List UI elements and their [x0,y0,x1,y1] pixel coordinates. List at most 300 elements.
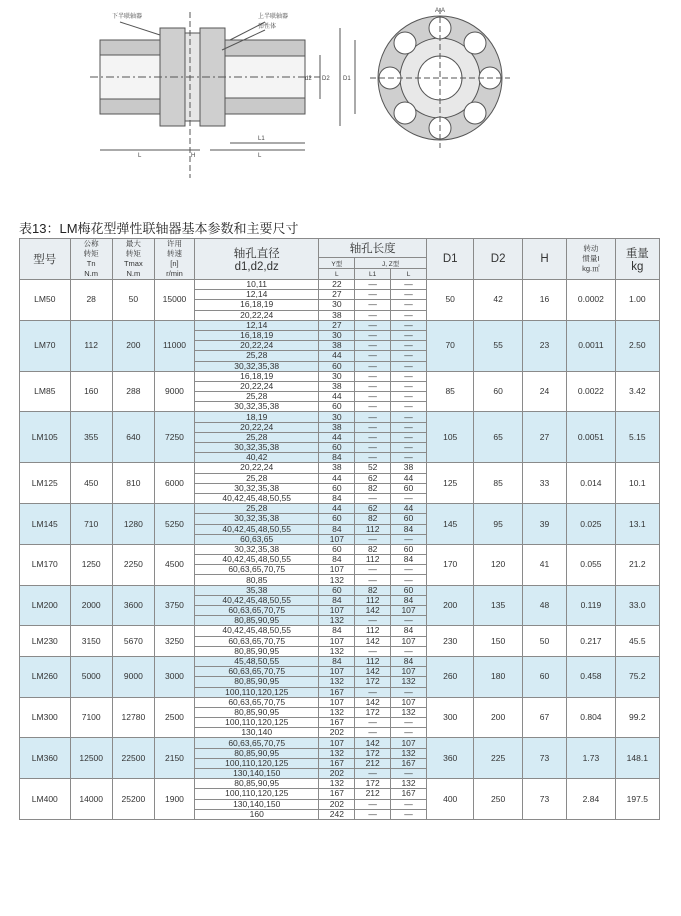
cell-L2: — [391,493,427,503]
cell-D1: 125 [426,463,473,504]
cell-L2: — [391,616,427,626]
cell-L2: 107 [391,606,427,616]
cell-L1: 142 [355,738,391,748]
cell-L1: 62 [355,473,391,483]
cell-diameter: 20,22,24 [195,381,319,391]
cell-tmax: 640 [112,412,154,463]
table-row [20,280,660,290]
cell-L1: — [355,453,391,463]
cell-L2: — [391,565,427,575]
table-caption: 表13：LM梅花型弹性联轴器基本参数和主要尺寸 [19,221,299,236]
cell-D1: 230 [426,626,473,657]
cell-L1: — [355,443,391,453]
header-model: 型号 [20,239,71,280]
cell-tmax: 288 [112,371,154,412]
cell-model: LM70 [20,320,71,371]
cell-L1: 172 [355,707,391,717]
header-D2: D2 [474,239,522,280]
cell-L: 202 [319,728,355,738]
cell-diameter: 25,28 [195,432,319,442]
cell-L1: 62 [355,504,391,514]
cell-L: 84 [319,493,355,503]
header-L: L [319,269,355,280]
cell-tmax: 810 [112,463,154,504]
cell-L1: — [355,769,391,779]
cell-H: 41 [522,544,566,585]
cell-L1: — [355,351,391,361]
cell-weight: 3.42 [615,371,659,412]
cell-tmax: 25200 [112,779,154,820]
cell-diameter: 100,110,120,125 [195,758,319,768]
cell-L: 38 [319,463,355,473]
table-row [20,463,660,473]
cell-L: 27 [319,290,355,300]
header-tn: 公称 转矩 Tn N.m [70,239,112,280]
cell-L1: — [355,392,391,402]
cell-model: LM50 [20,280,71,321]
header-H: H [522,239,566,280]
cell-L2: 84 [391,595,427,605]
cell-L1: 82 [355,544,391,554]
cell-L2: — [391,646,427,656]
cell-inertia: 0.217 [567,626,615,657]
cell-L2: — [391,402,427,412]
cell-model: LM300 [20,697,71,738]
cell-D2: 95 [474,504,522,545]
cell-tn: 3150 [70,626,112,657]
cell-L1: — [355,728,391,738]
cell-L: 132 [319,748,355,758]
cell-model: LM200 [20,585,71,626]
cell-L: 202 [319,799,355,809]
cell-L: 30 [319,330,355,340]
cell-diameter: 45,48,50,55 [195,656,319,666]
cell-speed: 5250 [154,504,194,545]
table-row [20,626,660,636]
header-L1: L1 [355,269,391,280]
cell-L2: — [391,310,427,320]
cell-L2: — [391,371,427,381]
cell-diameter: 60,63,65,70,75 [195,667,319,677]
cell-tmax: 1280 [112,504,154,545]
cell-diameter: 100,110,120,125 [195,687,319,697]
cell-speed: 2500 [154,697,194,738]
cell-L: 44 [319,473,355,483]
cell-model: LM400 [20,779,71,820]
cell-inertia: 0.014 [567,463,615,504]
cell-L: 30 [319,300,355,310]
cell-tmax: 9000 [112,656,154,697]
cell-L1: — [355,310,391,320]
cell-model: LM145 [20,504,71,545]
cell-speed: 7250 [154,412,194,463]
cell-L1: 112 [355,656,391,666]
dim-D2: D2 [322,76,330,82]
cell-L2: 38 [391,463,427,473]
cell-H: 50 [522,626,566,657]
cell-tn: 450 [70,463,112,504]
cell-D2: 225 [474,738,522,779]
cell-L2: — [391,412,427,422]
cell-L: 38 [319,341,355,351]
table-row [20,504,660,514]
header-speed: 许用 转速 [n] r/min [154,239,194,280]
cell-D1: 400 [426,779,473,820]
cell-L: 60 [319,443,355,453]
cell-tn: 5000 [70,656,112,697]
cell-L1: 112 [355,555,391,565]
cell-L1: 172 [355,779,391,789]
cell-D1: 170 [426,544,473,585]
cell-L2: — [391,330,427,340]
cell-L1: 112 [355,595,391,605]
cell-tmax: 2250 [112,544,154,585]
cell-L1: — [355,330,391,340]
cell-L: 44 [319,351,355,361]
cell-L1: — [355,300,391,310]
cell-tn: 28 [70,280,112,321]
header-diameter: 轴孔直径 d1,d2,dz [195,239,319,280]
cell-L2: — [391,799,427,809]
cell-diameter: 20,22,24 [195,422,319,432]
cell-inertia: 0.804 [567,697,615,738]
cell-L2: — [391,351,427,361]
header-D1: D1 [426,239,473,280]
cell-inertia: 1.73 [567,738,615,779]
cell-L: 22 [319,280,355,290]
cell-diameter: 60,63,65,70,75 [195,697,319,707]
cell-D2: 180 [474,656,522,697]
cell-L2: 107 [391,738,427,748]
cell-diameter: 35,38 [195,585,319,595]
cell-diameter: 40,42,45,48,50,55 [195,555,319,565]
cell-L2: 60 [391,544,427,554]
cell-diameter: 80,85 [195,575,319,585]
cell-D1: 145 [426,504,473,545]
cell-L2: — [391,341,427,351]
cell-L2: 84 [391,626,427,636]
cell-diameter: 25,28 [195,392,319,402]
cell-L2: — [391,290,427,300]
label-elastomer: 弹性体 [258,24,277,30]
cell-weight: 5.15 [615,412,659,463]
table-row [20,738,660,748]
cell-L1: 142 [355,667,391,677]
cell-inertia: 0.0002 [567,280,615,321]
table-row [20,544,660,554]
header-inertia: 转动 惯量I kg.㎡ [567,239,615,280]
cell-model: LM105 [20,412,71,463]
cell-D2: 42 [474,280,522,321]
cell-tn: 160 [70,371,112,412]
cell-D2: 150 [474,626,522,657]
cell-L1: 82 [355,483,391,493]
cell-diameter: 160 [195,809,319,819]
cell-D2: 65 [474,412,522,463]
cell-L1: — [355,290,391,300]
cell-L2: — [391,443,427,453]
cell-inertia: 0.0022 [567,371,615,412]
cell-H: 73 [522,738,566,779]
cell-L2: — [391,453,427,463]
cell-diameter: 100,110,120,125 [195,789,319,799]
cell-L1: — [355,341,391,351]
cell-L2: 132 [391,748,427,758]
cell-L2: — [391,809,427,819]
cell-L1: 112 [355,626,391,636]
cell-L: 38 [319,422,355,432]
header-length: 轴孔长度 [319,239,427,258]
cell-inertia: 0.0051 [567,412,615,463]
cell-L2: — [391,280,427,290]
cell-L: 107 [319,667,355,677]
cell-diameter: 16,18,19 [195,371,319,381]
cell-L1: — [355,565,391,575]
cell-diameter: 20,22,24 [195,463,319,473]
dim-L-right: L [258,153,262,159]
cell-L1: — [355,646,391,656]
cell-weight: 13.1 [615,504,659,545]
cell-D2: 250 [474,779,522,820]
cell-H: 24 [522,371,566,412]
cell-L: 107 [319,636,355,646]
cell-L: 167 [319,687,355,697]
cell-diameter: 60,63,65,70,75 [195,636,319,646]
cell-L: 84 [319,656,355,666]
cell-diameter: 30,32,35,38 [195,483,319,493]
cell-L2: 44 [391,473,427,483]
cell-speed: 4500 [154,544,194,585]
cell-L1: — [355,412,391,422]
cell-L: 242 [319,809,355,819]
cell-tn: 7100 [70,697,112,738]
cell-L2: 84 [391,524,427,534]
cell-L1: — [355,402,391,412]
cell-diameter: 100,110,120,125 [195,718,319,728]
cell-L2: 60 [391,483,427,493]
cell-L: 107 [319,738,355,748]
table-row [20,779,660,789]
cell-L: 132 [319,677,355,687]
cell-L: 132 [319,616,355,626]
cell-D2: 200 [474,697,522,738]
cell-tmax: 22500 [112,738,154,779]
cell-L: 27 [319,320,355,330]
cell-diameter: 25,28 [195,351,319,361]
cell-D2: 55 [474,320,522,371]
dim-d2: d2 [305,76,312,82]
cell-speed: 6000 [154,463,194,504]
cell-L1: — [355,718,391,728]
cell-speed: 1900 [154,779,194,820]
cell-diameter: 60,63,65,70,75 [195,606,319,616]
cell-L2: — [391,361,427,371]
cell-L: 167 [319,758,355,768]
cell-H: 16 [522,280,566,321]
cell-diameter: 80,85,90,95 [195,616,319,626]
cell-L1: 52 [355,463,391,473]
cell-diameter: 30,32,35,38 [195,402,319,412]
cell-L2: 132 [391,779,427,789]
cell-weight: 45.5 [615,626,659,657]
cell-weight: 21.2 [615,544,659,585]
cell-L2: 167 [391,758,427,768]
cell-inertia: 0.055 [567,544,615,585]
cell-L1: 142 [355,697,391,707]
cell-L2: — [391,320,427,330]
cell-D1: 85 [426,371,473,412]
cell-speed: 2150 [154,738,194,779]
cell-L2: — [391,769,427,779]
cell-L: 84 [319,595,355,605]
cell-L1: 82 [355,514,391,524]
cell-H: 39 [522,504,566,545]
cell-L2: 107 [391,636,427,646]
cell-L: 107 [319,534,355,544]
cell-L1: 172 [355,748,391,758]
cell-L: 107 [319,606,355,616]
spec-body [20,280,660,820]
header-tmax: 最大 转矩 Tmax N.m [112,239,154,280]
cell-L2: — [391,432,427,442]
cell-diameter: 20,22,24 [195,341,319,351]
header-L2: L [391,269,427,280]
cell-tn: 355 [70,412,112,463]
cell-tn: 14000 [70,779,112,820]
dim-L-left: L [138,153,142,159]
cell-L1: 172 [355,677,391,687]
dim-H: H [191,153,196,159]
cell-L1: — [355,371,391,381]
cell-diameter: 80,85,90,95 [195,677,319,687]
cell-tmax: 50 [112,280,154,321]
cell-L: 30 [319,371,355,381]
table-row [20,320,660,330]
cell-H: 60 [522,656,566,697]
cell-L: 132 [319,707,355,717]
cell-L2: — [391,422,427,432]
cell-diameter: 60,63,65,70,75 [195,738,319,748]
cell-speed: 3000 [154,656,194,697]
cell-L1: — [355,320,391,330]
cell-L: 202 [319,769,355,779]
cell-L: 30 [319,412,355,422]
table-row [20,697,660,707]
cell-diameter: 40,42,45,48,50,55 [195,626,319,636]
cell-H: 27 [522,412,566,463]
header-weight: 重量 kg [615,239,659,280]
cell-D1: 360 [426,738,473,779]
cell-L: 84 [319,453,355,463]
cell-L: 60 [319,402,355,412]
cell-L2: 167 [391,789,427,799]
cell-L2: 107 [391,667,427,677]
header-y-type: Y型 [319,258,355,269]
coupling-drawing [0,0,681,210]
dim-L1: L1 [258,136,265,142]
cell-L: 167 [319,718,355,728]
cell-L2: 84 [391,656,427,666]
cell-L: 132 [319,646,355,656]
spec-table [19,238,660,820]
cell-diameter: 30,32,35,38 [195,361,319,371]
cell-D2: 60 [474,371,522,412]
cell-L2: — [391,381,427,391]
cell-model: LM360 [20,738,71,779]
cell-speed: 11000 [154,320,194,371]
cell-L2: 60 [391,585,427,595]
cell-L1: 142 [355,636,391,646]
cell-L: 84 [319,555,355,565]
cell-H: 23 [522,320,566,371]
cell-weight: 2.50 [615,320,659,371]
cell-L: 60 [319,514,355,524]
cell-L2: 132 [391,707,427,717]
cell-L: 44 [319,392,355,402]
cell-L1: — [355,616,391,626]
cell-L2: — [391,300,427,310]
cell-tn: 710 [70,504,112,545]
cell-L: 60 [319,544,355,554]
cell-L2: — [391,392,427,402]
cell-diameter: 30,32,35,38 [195,544,319,554]
cell-inertia: 0.458 [567,656,615,697]
cell-speed: 3750 [154,585,194,626]
cell-L: 38 [319,310,355,320]
cell-diameter: 18,19 [195,412,319,422]
cell-model: LM260 [20,656,71,697]
cell-diameter: 130,140 [195,728,319,738]
label-upper-half: 上半联轴器 [258,14,289,20]
section-label: A-A [435,8,446,14]
cell-model: LM85 [20,371,71,412]
cell-tmax: 200 [112,320,154,371]
cell-D2: 85 [474,463,522,504]
cell-L1: — [355,432,391,442]
cell-L: 60 [319,483,355,493]
cell-diameter: 130,140,150 [195,769,319,779]
dim-D1: D1 [343,76,351,82]
cell-L1: 142 [355,606,391,616]
cell-model: LM170 [20,544,71,585]
table-row [20,656,660,666]
cell-L1: — [355,280,391,290]
cell-L: 60 [319,361,355,371]
cell-diameter: 40,42,45,48,50,55 [195,493,319,503]
cell-L: 132 [319,575,355,585]
cell-diameter: 10,11 [195,280,319,290]
cell-L2: — [391,728,427,738]
cell-diameter: 80,85,90,95 [195,779,319,789]
section-view [370,8,510,148]
cell-diameter: 130,140,150 [195,799,319,809]
cell-diameter: 12,14 [195,290,319,300]
cell-L1: — [355,534,391,544]
cell-speed: 3250 [154,626,194,657]
cell-inertia: 0.025 [567,504,615,545]
cell-weight: 33.0 [615,585,659,626]
cell-L1: 112 [355,524,391,534]
cell-L: 44 [319,432,355,442]
cell-diameter: 20,22,24 [195,310,319,320]
cell-L1: 82 [355,585,391,595]
cell-model: LM230 [20,626,71,657]
cell-D1: 260 [426,656,473,697]
cell-inertia: 0.119 [567,585,615,626]
cell-L1: — [355,493,391,503]
cell-L: 84 [319,626,355,636]
cell-D1: 105 [426,412,473,463]
